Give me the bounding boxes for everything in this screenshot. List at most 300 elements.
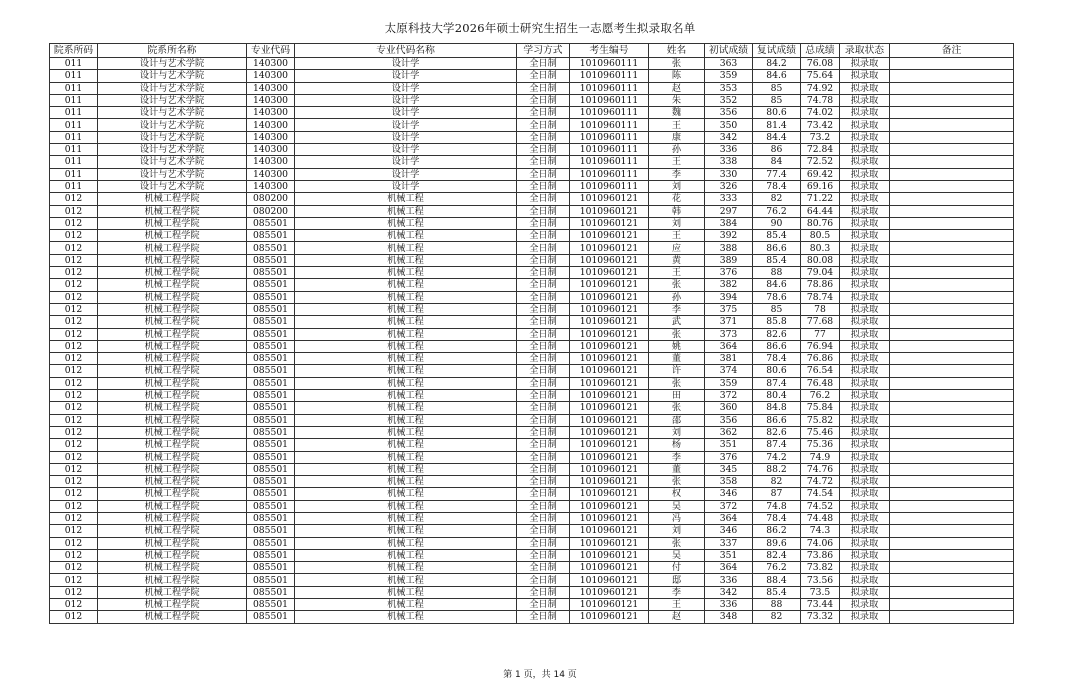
cell-remarks	[890, 414, 1014, 426]
cell-initial-score: 373	[705, 328, 753, 340]
cell-dept-name: 机械工程学院	[98, 217, 247, 229]
cell-initial-score: 336	[705, 599, 753, 611]
cell-name	[649, 131, 705, 143]
table-row	[50, 156, 1014, 168]
cell-name	[649, 353, 705, 365]
cell-initial-score: 374	[705, 365, 753, 377]
cell-study-mode: 全日制	[517, 254, 570, 266]
cell-exam-id: 1010960121	[570, 562, 649, 574]
candidate-name: 刘	[671, 217, 682, 229]
cell-major-code: 085501	[247, 353, 295, 365]
cell-name	[649, 549, 705, 561]
cell-total-score: 64.44	[801, 205, 840, 217]
cell-dept-name: 机械工程学院	[98, 328, 247, 340]
cell-name	[649, 426, 705, 438]
cell-major-name: 机械工程	[295, 586, 517, 598]
cell-dept-name: 机械工程学院	[98, 611, 247, 623]
cell-study-mode: 全日制	[517, 611, 570, 623]
cell-study-mode: 全日制	[517, 303, 570, 315]
cell-remarks	[890, 316, 1014, 328]
cell-name	[649, 390, 705, 402]
cell-initial-score: 350	[705, 119, 753, 131]
cell-total-score: 73.5	[801, 586, 840, 598]
table-row	[50, 390, 1014, 402]
cell-study-mode: 全日制	[517, 402, 570, 414]
candidate-name: 张	[671, 476, 682, 488]
table-row	[50, 254, 1014, 266]
cell-dept-code: 011	[50, 119, 98, 131]
cell-status: 拟录取	[840, 328, 890, 340]
cell-study-mode: 全日制	[517, 377, 570, 389]
table-row	[50, 119, 1014, 131]
cell-major-code: 140300	[247, 144, 295, 156]
name-redaction-mask	[649, 132, 691, 143]
cell-initial-score: 346	[705, 488, 753, 500]
cell-total-score: 76.86	[801, 353, 840, 365]
cell-dept-name: 机械工程学院	[98, 291, 247, 303]
cell-dept-code: 011	[50, 82, 98, 94]
cell-dept-name: 机械工程学院	[98, 340, 247, 352]
table-row	[50, 230, 1014, 242]
cell-exam-id: 1010960111	[570, 131, 649, 143]
cell-dept-name: 机械工程学院	[98, 390, 247, 402]
cell-major-name: 设计学	[295, 168, 517, 180]
cell-name	[649, 168, 705, 180]
cell-initial-score: 356	[705, 414, 753, 426]
table-row	[50, 70, 1014, 82]
cell-retest-score: 85	[753, 94, 801, 106]
cell-initial-score: 362	[705, 426, 753, 438]
table-row	[50, 168, 1014, 180]
cell-exam-id: 1010960121	[570, 230, 649, 242]
cell-total-score: 76.94	[801, 340, 840, 352]
cell-status: 拟录取	[840, 611, 890, 623]
cell-dept-name: 机械工程学院	[98, 549, 247, 561]
cell-major-code: 085501	[247, 316, 295, 328]
cell-dept-code: 011	[50, 168, 98, 180]
cell-initial-score: 389	[705, 254, 753, 266]
cell-dept-code: 011	[50, 94, 98, 106]
cell-study-mode: 全日制	[517, 156, 570, 168]
cell-name	[649, 205, 705, 217]
cell-exam-id: 1010960121	[570, 217, 649, 229]
cell-total-score: 80.3	[801, 242, 840, 254]
cell-major-code: 085501	[247, 426, 295, 438]
cell-total-score: 77.68	[801, 316, 840, 328]
cell-dept-name: 设计与艺术学院	[98, 168, 247, 180]
cell-total-score: 80.08	[801, 254, 840, 266]
cell-name	[649, 451, 705, 463]
name-redaction-mask	[649, 587, 691, 598]
cell-dept-name: 设计与艺术学院	[98, 70, 247, 82]
cell-total-score: 75.36	[801, 439, 840, 451]
cell-name	[649, 107, 705, 119]
cell-remarks	[890, 512, 1014, 524]
cell-status: 拟录取	[840, 549, 890, 561]
cell-remarks	[890, 562, 1014, 574]
candidate-name: 赵	[671, 611, 682, 623]
cell-dept-name: 机械工程学院	[98, 512, 247, 524]
cell-dept-name: 机械工程学院	[98, 500, 247, 512]
cell-status: 拟录取	[840, 439, 890, 451]
cell-major-name: 机械工程	[295, 451, 517, 463]
cell-dept-code: 011	[50, 156, 98, 168]
cell-total-score: 74.72	[801, 476, 840, 488]
cell-total-score: 78.74	[801, 291, 840, 303]
cell-dept-name: 机械工程学院	[98, 402, 247, 414]
cell-dept-code: 012	[50, 365, 98, 377]
cell-dept-name: 机械工程学院	[98, 451, 247, 463]
candidate-name: 张	[671, 377, 682, 389]
cell-name	[649, 463, 705, 475]
cell-initial-score: 297	[705, 205, 753, 217]
candidate-name: 吴	[671, 549, 682, 561]
candidate-name: 刘	[671, 426, 682, 438]
candidate-name: 权	[671, 488, 682, 500]
cell-exam-id: 1010960111	[570, 58, 649, 70]
cell-remarks	[890, 390, 1014, 402]
table-row	[50, 303, 1014, 315]
cell-dept-code: 012	[50, 328, 98, 340]
cell-dept-code: 012	[50, 414, 98, 426]
table-row	[50, 279, 1014, 291]
candidate-name: 冯	[671, 513, 682, 525]
candidate-name: 刘	[671, 181, 682, 193]
document-title: 太原科技大学2026年硕士研究生招生一志愿考生拟录取名单	[384, 21, 696, 35]
cell-major-code: 085501	[247, 242, 295, 254]
cell-major-name: 机械工程	[295, 230, 517, 242]
cell-dept-name: 设计与艺术学院	[98, 156, 247, 168]
table-row	[50, 611, 1014, 623]
cell-major-code: 140300	[247, 58, 295, 70]
name-redaction-mask	[649, 574, 691, 585]
cell-name	[649, 500, 705, 512]
candidate-name: 邵	[671, 414, 682, 426]
cell-remarks	[890, 402, 1014, 414]
cell-exam-id: 1010960121	[570, 500, 649, 512]
cell-status: 拟录取	[840, 377, 890, 389]
cell-total-score: 74.3	[801, 525, 840, 537]
candidate-name: 许	[671, 365, 682, 377]
cell-major-code: 085501	[247, 574, 295, 586]
table-row	[50, 402, 1014, 414]
cell-total-score: 73.86	[801, 549, 840, 561]
candidate-name: 韩	[671, 205, 682, 217]
name-redaction-mask	[649, 206, 691, 217]
candidate-name: 武	[671, 316, 682, 328]
cell-status: 拟录取	[840, 107, 890, 119]
cell-major-code: 085501	[247, 414, 295, 426]
cell-dept-name: 机械工程学院	[98, 439, 247, 451]
cell-dept-code: 011	[50, 144, 98, 156]
cell-remarks	[890, 525, 1014, 537]
cell-retest-score: 85.4	[753, 254, 801, 266]
table-row	[50, 426, 1014, 438]
cell-status: 拟录取	[840, 537, 890, 549]
cell-total-score: 73.32	[801, 611, 840, 623]
cell-status: 拟录取	[840, 340, 890, 352]
cell-total-score: 75.64	[801, 70, 840, 82]
cell-study-mode: 全日制	[517, 512, 570, 524]
cell-retest-score: 85	[753, 303, 801, 315]
table-row	[50, 463, 1014, 475]
candidate-name: 张	[671, 328, 682, 340]
cell-major-name: 机械工程	[295, 365, 517, 377]
cell-status: 拟录取	[840, 94, 890, 106]
cell-status: 拟录取	[840, 279, 890, 291]
cell-dept-code: 011	[50, 131, 98, 143]
name-redaction-mask	[649, 230, 691, 241]
cell-major-name: 机械工程	[295, 599, 517, 611]
cell-dept-name: 机械工程学院	[98, 303, 247, 315]
cell-study-mode: 全日制	[517, 82, 570, 94]
cell-status: 拟录取	[840, 168, 890, 180]
cell-major-name: 设计学	[295, 144, 517, 156]
cell-study-mode: 全日制	[517, 488, 570, 500]
name-redaction-mask	[649, 119, 691, 130]
name-redaction-mask	[649, 513, 691, 524]
cell-study-mode: 全日制	[517, 451, 570, 463]
candidate-name: 王	[671, 267, 682, 279]
admission-table	[49, 43, 1014, 624]
cell-retest-score: 84	[753, 156, 801, 168]
cell-major-code: 140300	[247, 168, 295, 180]
cell-retest-score: 76.2	[753, 562, 801, 574]
cell-study-mode: 全日制	[517, 414, 570, 426]
cell-total-score: 78.86	[801, 279, 840, 291]
cell-retest-score: 82.6	[753, 328, 801, 340]
cell-remarks	[890, 328, 1014, 340]
candidate-name: 王	[671, 230, 682, 242]
cell-retest-score: 88	[753, 267, 801, 279]
cell-major-code: 085501	[247, 439, 295, 451]
cell-exam-id: 1010960121	[570, 525, 649, 537]
cell-retest-score: 74.2	[753, 451, 801, 463]
cell-dept-code: 012	[50, 230, 98, 242]
cell-major-code: 140300	[247, 131, 295, 143]
cell-name	[649, 611, 705, 623]
cell-name	[649, 180, 705, 192]
cell-name	[649, 586, 705, 598]
cell-major-code: 085501	[247, 500, 295, 512]
cell-name	[649, 377, 705, 389]
cell-major-name: 机械工程	[295, 316, 517, 328]
cell-major-code: 140300	[247, 180, 295, 192]
cell-dept-code: 012	[50, 611, 98, 623]
cell-initial-score: 359	[705, 70, 753, 82]
cell-exam-id: 1010960121	[570, 254, 649, 266]
cell-dept-name: 设计与艺术学院	[98, 180, 247, 192]
cell-name	[649, 316, 705, 328]
cell-total-score: 75.84	[801, 402, 840, 414]
cell-dept-code: 012	[50, 205, 98, 217]
cell-major-name: 机械工程	[295, 500, 517, 512]
cell-major-name: 设计学	[295, 131, 517, 143]
cell-retest-score: 86.6	[753, 414, 801, 426]
cell-initial-score: 337	[705, 537, 753, 549]
cell-remarks	[890, 131, 1014, 143]
cell-remarks	[890, 94, 1014, 106]
cell-exam-id: 1010960121	[570, 303, 649, 315]
cell-dept-name: 机械工程学院	[98, 476, 247, 488]
cell-dept-code: 012	[50, 291, 98, 303]
cell-study-mode: 全日制	[517, 574, 570, 586]
cell-study-mode: 全日制	[517, 205, 570, 217]
cell-dept-code: 012	[50, 525, 98, 537]
candidate-name: 张	[671, 58, 682, 70]
cell-total-score: 73.42	[801, 119, 840, 131]
cell-dept-code: 012	[50, 242, 98, 254]
cell-study-mode: 全日制	[517, 193, 570, 205]
cell-dept-code: 012	[50, 217, 98, 229]
cell-total-score: 74.48	[801, 512, 840, 524]
cell-dept-name: 机械工程学院	[98, 599, 247, 611]
cell-exam-id: 1010960111	[570, 180, 649, 192]
cell-name	[649, 402, 705, 414]
cell-dept-code: 012	[50, 586, 98, 598]
cell-major-name: 机械工程	[295, 426, 517, 438]
cell-status: 拟录取	[840, 574, 890, 586]
table-row	[50, 353, 1014, 365]
cell-retest-score: 86	[753, 144, 801, 156]
candidate-name: 田	[671, 390, 682, 402]
cell-total-score: 69.42	[801, 168, 840, 180]
cell-study-mode: 全日制	[517, 217, 570, 229]
cell-major-name: 机械工程	[295, 328, 517, 340]
cell-status: 拟录取	[840, 599, 890, 611]
cell-initial-score: 351	[705, 439, 753, 451]
cell-exam-id: 1010960121	[570, 353, 649, 365]
name-redaction-mask	[649, 562, 691, 573]
cell-study-mode: 全日制	[517, 549, 570, 561]
cell-major-code: 085501	[247, 476, 295, 488]
table-row	[50, 377, 1014, 389]
cell-retest-score: 81.4	[753, 119, 801, 131]
cell-status: 拟录取	[840, 390, 890, 402]
cell-name	[649, 414, 705, 426]
name-redaction-mask	[649, 267, 691, 278]
cell-dept-code: 012	[50, 279, 98, 291]
cell-major-name: 机械工程	[295, 476, 517, 488]
cell-dept-name: 机械工程学院	[98, 463, 247, 475]
cell-remarks	[890, 586, 1014, 598]
cell-dept-code: 012	[50, 303, 98, 315]
cell-dept-name: 机械工程学院	[98, 414, 247, 426]
name-redaction-mask	[649, 476, 691, 487]
cell-retest-score: 85.4	[753, 586, 801, 598]
cell-major-code: 085501	[247, 390, 295, 402]
cell-retest-score: 84.6	[753, 70, 801, 82]
table-row	[50, 599, 1014, 611]
cell-major-name: 机械工程	[295, 488, 517, 500]
cell-major-code: 140300	[247, 119, 295, 131]
cell-name	[649, 574, 705, 586]
cell-major-name: 设计学	[295, 180, 517, 192]
cell-initial-score: 330	[705, 168, 753, 180]
cell-dept-code: 012	[50, 316, 98, 328]
cell-exam-id: 1010960121	[570, 414, 649, 426]
cell-dept-code: 012	[50, 340, 98, 352]
cell-study-mode: 全日制	[517, 316, 570, 328]
cell-initial-score: 372	[705, 390, 753, 402]
candidate-name: 张	[671, 537, 682, 549]
cell-status: 拟录取	[840, 303, 890, 315]
cell-major-name: 机械工程	[295, 512, 517, 524]
cell-exam-id: 1010960121	[570, 451, 649, 463]
candidate-name: 张	[671, 279, 682, 291]
cell-study-mode: 全日制	[517, 107, 570, 119]
cell-major-name: 机械工程	[295, 279, 517, 291]
cell-dept-name: 机械工程学院	[98, 205, 247, 217]
cell-dept-code: 012	[50, 562, 98, 574]
candidate-name: 黄	[671, 254, 682, 266]
cell-major-name: 设计学	[295, 58, 517, 70]
name-redaction-mask	[649, 353, 691, 364]
table-row	[50, 525, 1014, 537]
cell-remarks	[890, 205, 1014, 217]
name-redaction-mask	[649, 365, 691, 376]
cell-retest-score: 86.2	[753, 525, 801, 537]
table-row	[50, 94, 1014, 106]
cell-study-mode: 全日制	[517, 525, 570, 537]
cell-remarks	[890, 500, 1014, 512]
name-redaction-mask	[649, 538, 691, 549]
cell-exam-id: 1010960121	[570, 340, 649, 352]
cell-major-name: 机械工程	[295, 574, 517, 586]
cell-major-code: 085501	[247, 599, 295, 611]
cell-status: 拟录取	[840, 131, 890, 143]
cell-major-name: 机械工程	[295, 254, 517, 266]
name-redaction-mask	[649, 329, 691, 340]
cell-major-code: 085501	[247, 549, 295, 561]
cell-major-code: 085501	[247, 328, 295, 340]
cell-exam-id: 1010960111	[570, 144, 649, 156]
cell-name	[649, 119, 705, 131]
table-row	[50, 328, 1014, 340]
cell-major-code: 085501	[247, 340, 295, 352]
cell-major-code: 080200	[247, 193, 295, 205]
cell-major-name: 机械工程	[295, 549, 517, 561]
cell-status: 拟录取	[840, 193, 890, 205]
table-row	[50, 58, 1014, 70]
cell-major-code: 085501	[247, 537, 295, 549]
name-redaction-mask	[649, 550, 691, 561]
cell-total-score: 74.02	[801, 107, 840, 119]
cell-total-score: 74.52	[801, 500, 840, 512]
cell-remarks	[890, 599, 1014, 611]
cell-total-score: 74.76	[801, 463, 840, 475]
candidate-name: 王	[671, 119, 682, 131]
cell-major-code: 085501	[247, 451, 295, 463]
cell-retest-score: 88.2	[753, 463, 801, 475]
cell-total-score: 73.2	[801, 131, 840, 143]
cell-major-name: 机械工程	[295, 414, 517, 426]
cell-retest-score: 80.4	[753, 390, 801, 402]
cell-study-mode: 全日制	[517, 562, 570, 574]
candidate-name: 邸	[671, 574, 682, 586]
name-redaction-mask	[649, 390, 691, 401]
cell-retest-score: 78.6	[753, 291, 801, 303]
cell-retest-score: 82	[753, 611, 801, 623]
cell-remarks	[890, 365, 1014, 377]
cell-remarks	[890, 242, 1014, 254]
cell-exam-id: 1010960121	[570, 205, 649, 217]
cell-major-code: 140300	[247, 82, 295, 94]
candidate-name: 李	[671, 451, 682, 463]
cell-retest-score: 84.4	[753, 131, 801, 143]
cell-dept-code: 012	[50, 353, 98, 365]
cell-name	[649, 82, 705, 94]
